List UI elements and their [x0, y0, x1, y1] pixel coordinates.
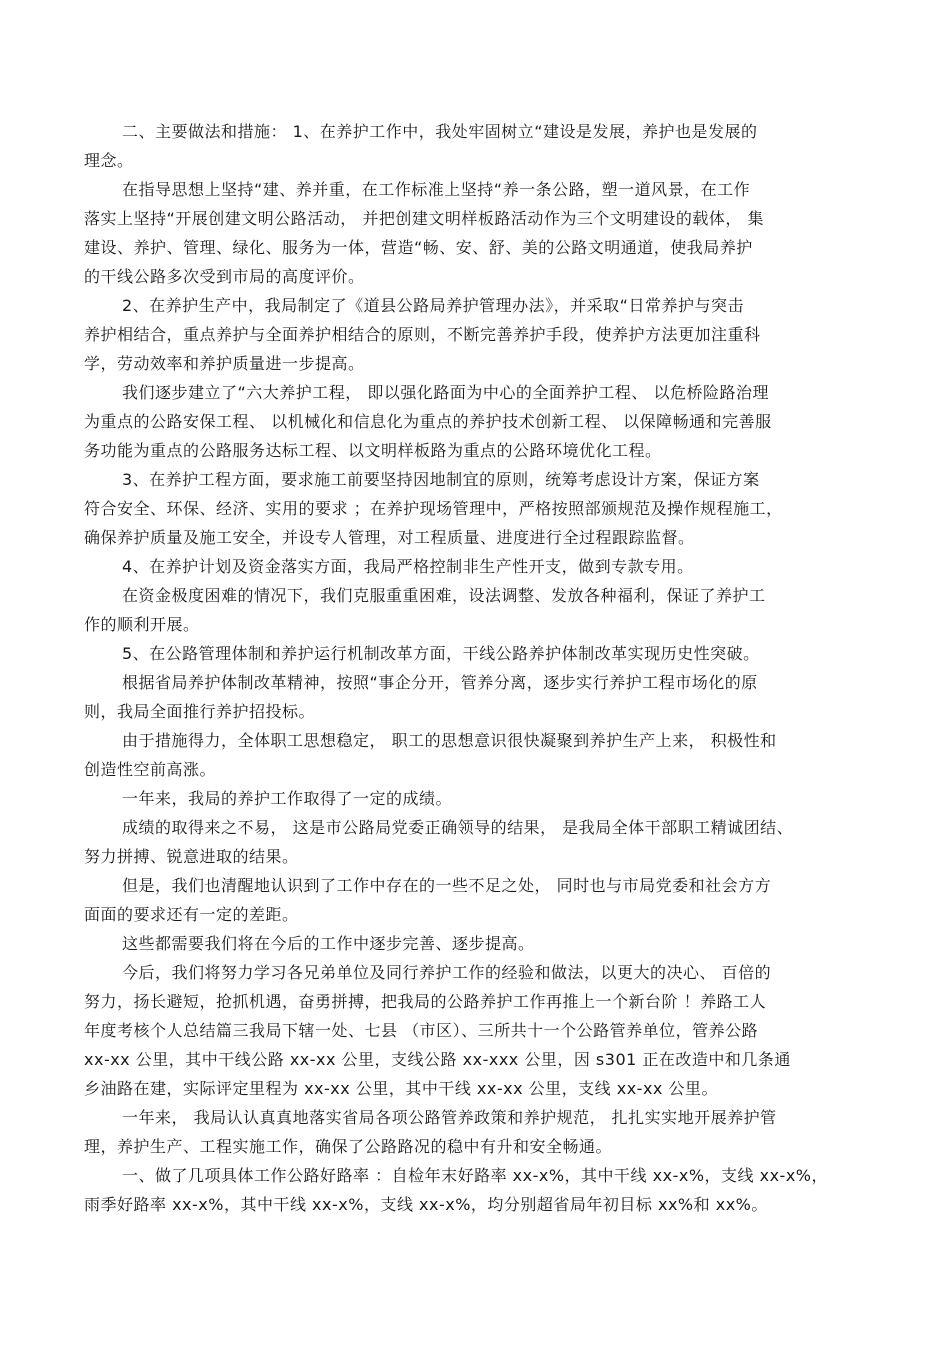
text-line: 作的顺利开展。	[84, 615, 200, 634]
text-line: 4、在养护计划及资金落实方面，我局严格控制非生产性开支，做到专款专用。	[122, 557, 694, 576]
text-line: 努力，扬长避短，抢抓机遇，奋勇拼搏，把我局的公路养护工作再推上一个新台阶 ！养路工人	[84, 992, 767, 1011]
text-line: 年度考核个人总结篇三我局下辖一处、七县 （市区）、三所共十一个公路管养单位，管养公路	[84, 1021, 759, 1040]
text-line: 但是，我们也清醒地认识到了工作中存在的一些不足之处， 同时也与市局党委和社会方方	[122, 876, 772, 895]
text-line: 努力拼搏、锐意进取的结果。	[84, 847, 299, 866]
text-line: 理，养护生产、工程实施工作，确保了公路路况的稳中有升和安全畅通。	[84, 1137, 613, 1156]
text-line: 这些都需要我们将在今后的工作中逐步完善、逐步提高。	[122, 934, 535, 953]
text-line: 2、在养护生产中，我局制定了《道县公路局养护管理办法》，并采取“日常养护与突击	[122, 296, 744, 315]
text-line: xx-xx 公里，其中干线公路 xx-xx 公里，支线公路 xx-xxx 公里，因 s301 正在改造中和几条通	[84, 1050, 791, 1069]
text-line: 创造性空前高涨。	[84, 760, 217, 779]
text-line: 今后，我们将努力学习各兄弟单位及同行养护工作的经验和做法，以更大的决心、 百倍的	[122, 963, 772, 982]
text-line: 在资金极度困难的情况下，我们克服重重困难，设法调整、发放各种福利，保证了养护工	[122, 586, 766, 605]
text-line: 乡油路在建，实际评定里程为 xx-xx 公里，其中干线 xx-xx 公里，支线 xx-xx 公里。	[84, 1079, 718, 1098]
text-line: 符合安全、环保、经济、实用的要求 ；在养护现场管理中，严格按照部颁规范及操作规程施工，	[84, 499, 783, 518]
text-line: 雨季好路率 xx-x%，其中干线 xx-x%，支线 xx-x%，均分别超省局年初目标 xx%和 xx%。	[84, 1195, 768, 1214]
text-line: 养护相结合，重点养护与全面养护相结合的原则，不断完善养护手段，使养护方法更加注重科	[84, 325, 761, 344]
text-line: 由于措施得力，全体职工思想稳定， 职工的思想意识很快凝聚到养护生产上来， 积极性和	[122, 731, 777, 750]
text-line: 务功能为重点的公路服务达标工程、以文明样板路为重点的公路环境优化工程。	[84, 441, 662, 460]
text-line: 学，劳动效率和养护质量进一步提高。	[84, 354, 365, 373]
text-line: 确保养护质量及施工安全，并设专人管理，对工程质量、进度进行全过程跟踪监督。	[84, 528, 695, 547]
text-line: 理念。	[84, 151, 134, 170]
text-line: 成绩的取得来之不易， 这是市公路局党委正确领导的结果， 是我局全体干部职工精诚团结、	[122, 818, 794, 837]
text-line: 5、在公路管理体制和养护运行机制改革方面，干线公路养护体制改革实现历史性突破。	[122, 644, 760, 663]
text-line: 3、在养护工程方面，要求施工前要坚持因地制宜的原则，统筹考虑设计方案，保证方案	[122, 470, 760, 489]
text-line: 一年来， 我局认认真真地落实省局各项公路管养政策和养护规范， 扎扎实实地开展养护管	[122, 1108, 777, 1127]
text-line: 根据省局养护体制改革精神，按照“事企分开，管养分离，逐步实行养护工程市场化的原	[122, 673, 758, 692]
text-line: 则，我局全面推行养护招投标。	[84, 702, 316, 721]
text-line: 我们逐步建立了“六大养护工程， 即以强化路面为中心的全面养护工程、 以危桥险路治理	[122, 383, 769, 402]
text-line: 建设、养护、管理、绿化、服务为一体，营造“畅、安、舒、美的公路文明通道，使我局养护	[84, 238, 753, 257]
text-line: 二、主要做法和措施： 1、在养护工作中，我处牢固树立“建设是发展，养护也是发展的	[122, 122, 758, 141]
text-line: 的干线公路多次受到市局的高度评价。	[84, 267, 365, 286]
text-line: 面面的要求还有一定的差距。	[84, 905, 299, 924]
text-line: 落实上坚持“开展创建文明公路活动， 并把创建文明样板路活动作为三个文明建设的载体， 集	[84, 209, 764, 228]
text-line: 一、做了几项具体工作公路好路率 ：自检年末好路率 xx-x%，其中干线 xx-x%，支线 xx-x%，	[122, 1166, 828, 1185]
text-line: 在指导思想上坚持“建、养并重，在工作标准上坚持“养一条公路，塑一道风景，在工作	[122, 180, 751, 199]
text-line: 为重点的公路安保工程、 以机械化和信息化为重点的养护技术创新工程、 以保障畅通和完善服	[84, 412, 772, 431]
text-line: 一年来，我局的养护工作取得了一定的成绩。	[122, 789, 453, 808]
